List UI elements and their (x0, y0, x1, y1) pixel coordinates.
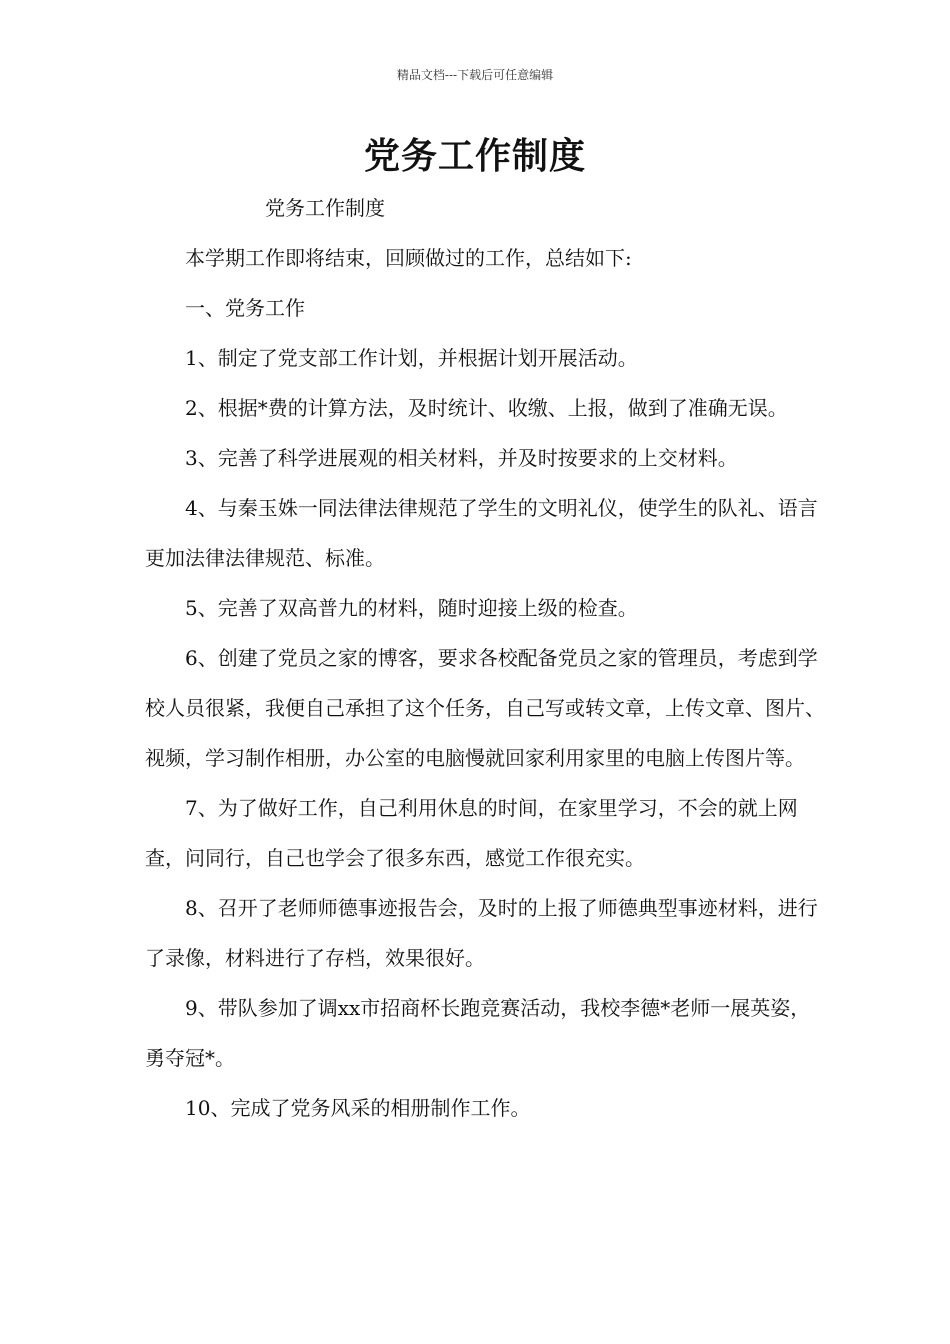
paragraph-item-1: 1、制定了党支部工作计划，并根据计划开展活动。 (185, 346, 638, 370)
paragraph-item-7: 7、为了做好工作，自己利用休息的时间，在家里学习，不会的就上网查，问同行，自己也学会了很多东西，感觉工作很充实。 (145, 796, 798, 870)
paragraph-item-10: 10、完成了党务风采的相册制作工作。 (185, 1096, 531, 1120)
page-header-note: 精品文档---下载后可任意编辑 (396, 68, 554, 82)
paragraph-item-3: 3、完善了科学进展观的相关材料，并及时按要求的上交材料。 (185, 446, 738, 470)
document-title: 党务工作制度 (363, 135, 586, 177)
document-subtitle: 党务工作制度 (265, 196, 385, 220)
paragraph-item-5: 5、完善了双高普九的材料，随时迎接上级的检查。 (185, 596, 638, 620)
paragraph-item-9: 9、带队参加了调xx市招商杯长跑竞赛活动，我校李德*老师一展英姿，勇夺冠*。 (145, 996, 811, 1070)
paragraph-item-6: 6、创建了党员之家的博客，要求各校配备党员之家的管理员，考虑到学校人员很紧，我便自己承担了这个任务，自己写或转文章，上传文章、图片、视频，学习制作相册，办公室的电脑慢就回家利用家里的电脑上传图片等。 (145, 646, 825, 770)
paragraph-item-2: 2、根据*费的计算方法，及时统计、收缴、上报，做到了准确无误。 (185, 396, 788, 420)
paragraph-item-8: 8、召开了老师师德事迹报告会，及时的上报了师德典型事迹材料，进行了录像，材料进行了存档，效果很好。 (145, 896, 818, 970)
section-heading: 一、党务工作 (185, 296, 305, 320)
paragraph-intro: 本学期工作即将结束，回顾做过的工作，总结如下: (185, 246, 632, 270)
paragraph-item-4: 4、与秦玉姝一同法律法律规范了学生的文明礼仪，使学生的队礼、语言更加法律法律规范、标准。 (145, 496, 818, 570)
document-body (145, 183, 825, 1133)
